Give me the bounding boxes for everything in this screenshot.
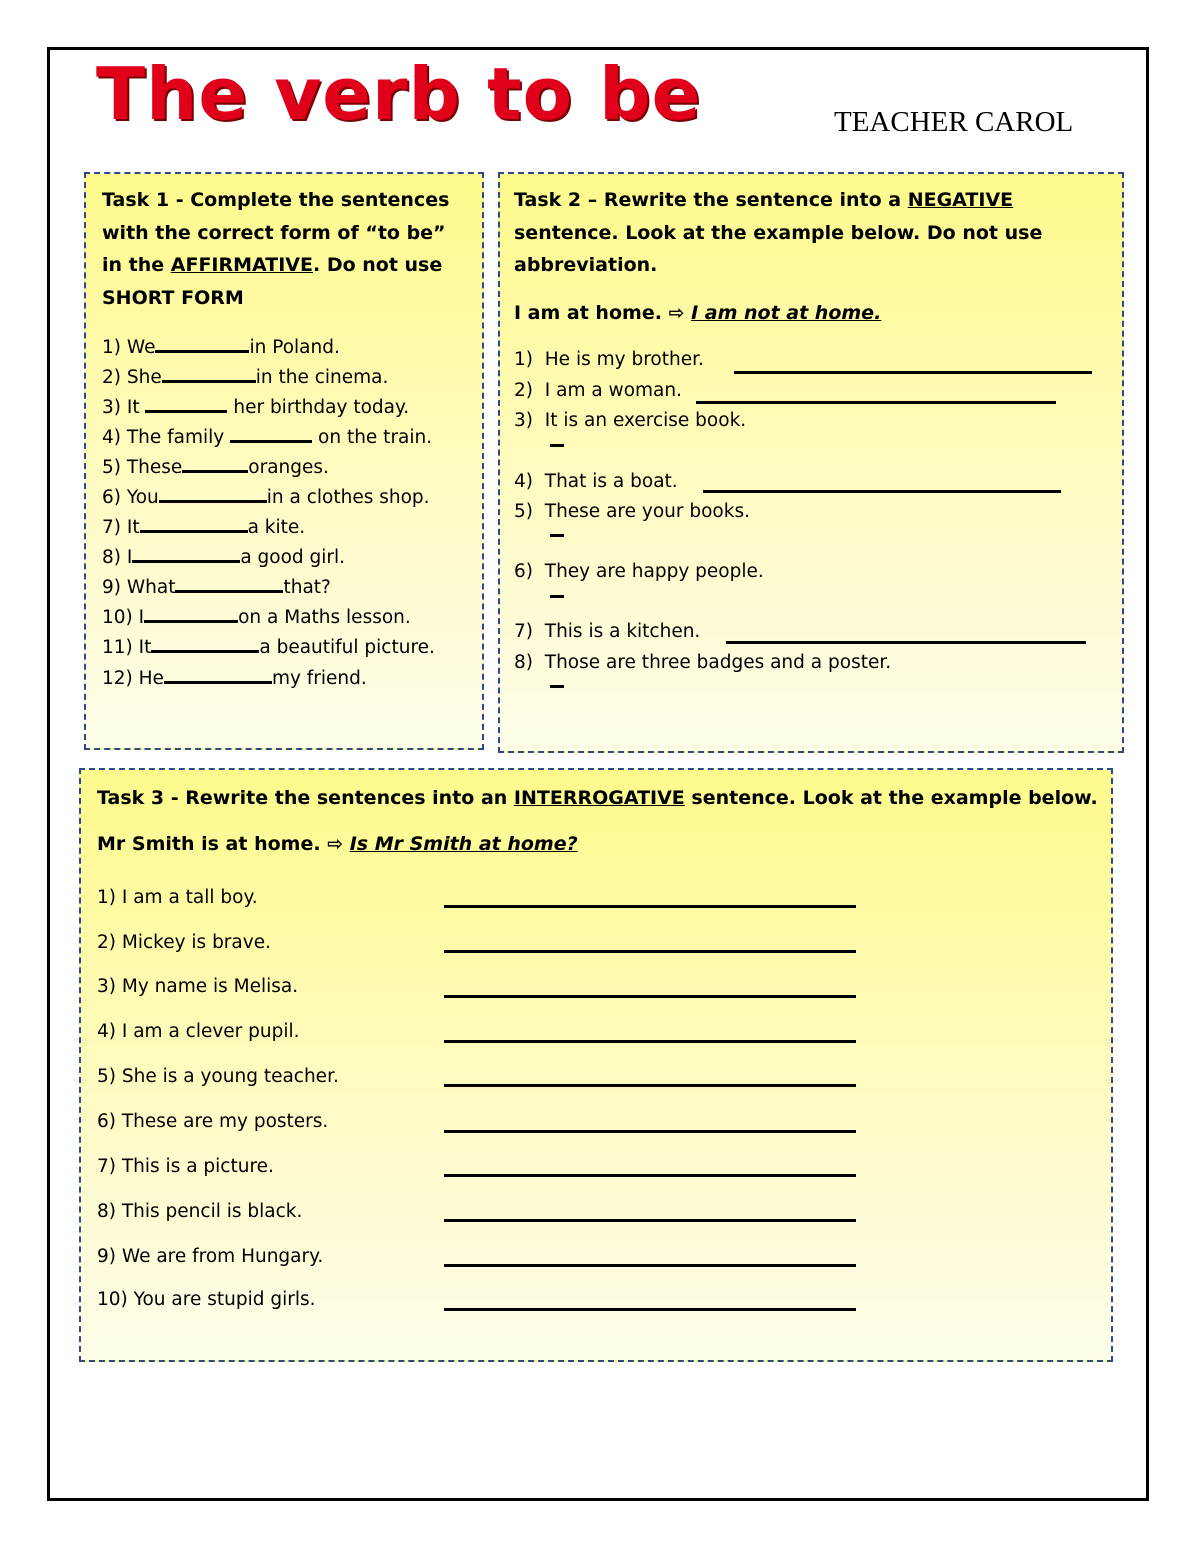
task1-heading: Task 1 - Complete the sentences with the correct form of “to be” in the AFFIRMATIVE. Do not use SHORT FORM bbox=[102, 189, 450, 309]
task2-example-answer: I am not at home. bbox=[691, 302, 882, 324]
task3-item: 4) I am a clever pupil. bbox=[97, 1021, 300, 1042]
answer-line[interactable] bbox=[550, 595, 564, 598]
answer-line[interactable] bbox=[444, 950, 856, 953]
task1-item: 11) It a beautiful picture. bbox=[102, 637, 435, 658]
answer-line[interactable] bbox=[444, 1084, 856, 1087]
task2-box bbox=[498, 172, 1124, 753]
arrow-icon: ⇨ bbox=[327, 833, 344, 855]
answer-line[interactable] bbox=[726, 641, 1086, 644]
answer-line[interactable] bbox=[444, 1308, 856, 1311]
answer-line[interactable] bbox=[444, 995, 856, 998]
answer-blank[interactable] bbox=[155, 350, 249, 353]
answer-line[interactable] bbox=[444, 1219, 856, 1222]
task2-item: 7) This is a kitchen. bbox=[514, 621, 701, 642]
answer-line[interactable] bbox=[703, 490, 1061, 493]
answer-blank[interactable] bbox=[162, 380, 256, 383]
task1-item: 10) I on a Maths lesson. bbox=[102, 607, 411, 628]
answer-blank[interactable] bbox=[145, 410, 227, 413]
answer-line[interactable] bbox=[550, 534, 564, 537]
teacher-name: TEACHER CAROL bbox=[834, 106, 1074, 138]
answer-blank[interactable] bbox=[164, 681, 272, 684]
task1-item: 9) What that? bbox=[102, 577, 331, 598]
task2-item: 6) They are happy people. bbox=[514, 561, 764, 582]
task1-item: 1) We in Poland. bbox=[102, 337, 340, 358]
task3-item: 7) This is a picture. bbox=[97, 1156, 274, 1177]
answer-blank[interactable] bbox=[144, 620, 238, 623]
task1-item: 2) She in the cinema. bbox=[102, 367, 389, 388]
task1-item: 7) It a kite. bbox=[102, 517, 306, 538]
task2-item: 1) He is my brother. bbox=[514, 349, 704, 370]
worksheet-title: The verb to be bbox=[96, 52, 702, 136]
arrow-icon: ⇨ bbox=[668, 302, 685, 324]
answer-blank[interactable] bbox=[159, 500, 267, 503]
task3-item: 3) My name is Melisa. bbox=[97, 976, 299, 997]
answer-line[interactable] bbox=[550, 685, 564, 688]
answer-line[interactable] bbox=[444, 1040, 856, 1043]
task3-box bbox=[79, 768, 1113, 1362]
task1-box bbox=[84, 172, 484, 750]
answer-blank[interactable] bbox=[140, 530, 248, 533]
task1-item: 6) You in a clothes shop. bbox=[102, 487, 430, 508]
task3-item: 8) This pencil is black. bbox=[97, 1201, 303, 1222]
answer-blank[interactable] bbox=[132, 560, 240, 563]
task3-heading: Task 3 - Rewrite the sentences into an INTERROGATIVE sentence. Look at the example below. bbox=[97, 787, 1098, 809]
task3-example-answer: Is Mr Smith at home? bbox=[349, 833, 578, 855]
answer-blank[interactable] bbox=[182, 470, 248, 473]
answer-blank[interactable] bbox=[230, 440, 312, 443]
answer-line[interactable] bbox=[444, 1130, 856, 1133]
answer-line[interactable] bbox=[550, 444, 564, 447]
task3-item: 2) Mickey is brave. bbox=[97, 932, 271, 953]
answer-line[interactable] bbox=[444, 1264, 856, 1267]
answer-line[interactable] bbox=[444, 1174, 856, 1177]
task1-item: 8) I a good girl. bbox=[102, 547, 346, 568]
task3-example: Mr Smith is at home. ⇨ Is Mr Smith at home? bbox=[97, 833, 578, 855]
task3-item: 6) These are my posters. bbox=[97, 1111, 329, 1132]
task1-item: 4) The family on the train. bbox=[102, 427, 433, 448]
answer-line[interactable] bbox=[696, 401, 1056, 404]
task3-item: 1) I am a tall boy. bbox=[97, 887, 258, 908]
task3-keyword: INTERROGATIVE bbox=[513, 787, 685, 809]
task2-heading: Task 2 – Rewrite the sentence into a NEGATIVE sentence. Look at the example below. Do not use abbreviation. bbox=[514, 189, 1043, 276]
task1-item: 3) It her birthday today. bbox=[102, 397, 410, 418]
answer-blank[interactable] bbox=[175, 590, 283, 593]
task1-item: 12) He my friend. bbox=[102, 668, 367, 689]
task2-keyword: NEGATIVE bbox=[907, 189, 1014, 211]
task2-item: 8) Those are three badges and a poster. bbox=[514, 652, 892, 673]
task2-item: 3) It is an exercise book. bbox=[514, 410, 747, 431]
task3-item: 9) We are from Hungary. bbox=[97, 1246, 324, 1267]
task3-item: 10) You are stupid girls. bbox=[97, 1289, 316, 1310]
task2-item: 4) That is a boat. bbox=[514, 471, 678, 492]
answer-line[interactable] bbox=[444, 905, 856, 908]
answer-blank[interactable] bbox=[151, 650, 259, 653]
task1-keyword: AFFIRMATIVE bbox=[170, 254, 313, 276]
task1-item: 5) These oranges. bbox=[102, 457, 329, 478]
task2-example: I am at home. ⇨ I am not at home. bbox=[514, 302, 882, 324]
task2-item: 2) I am a woman. bbox=[514, 380, 682, 401]
answer-line[interactable] bbox=[734, 371, 1092, 374]
task2-item: 5) These are your books. bbox=[514, 501, 750, 522]
task3-item: 5) She is a young teacher. bbox=[97, 1066, 339, 1087]
